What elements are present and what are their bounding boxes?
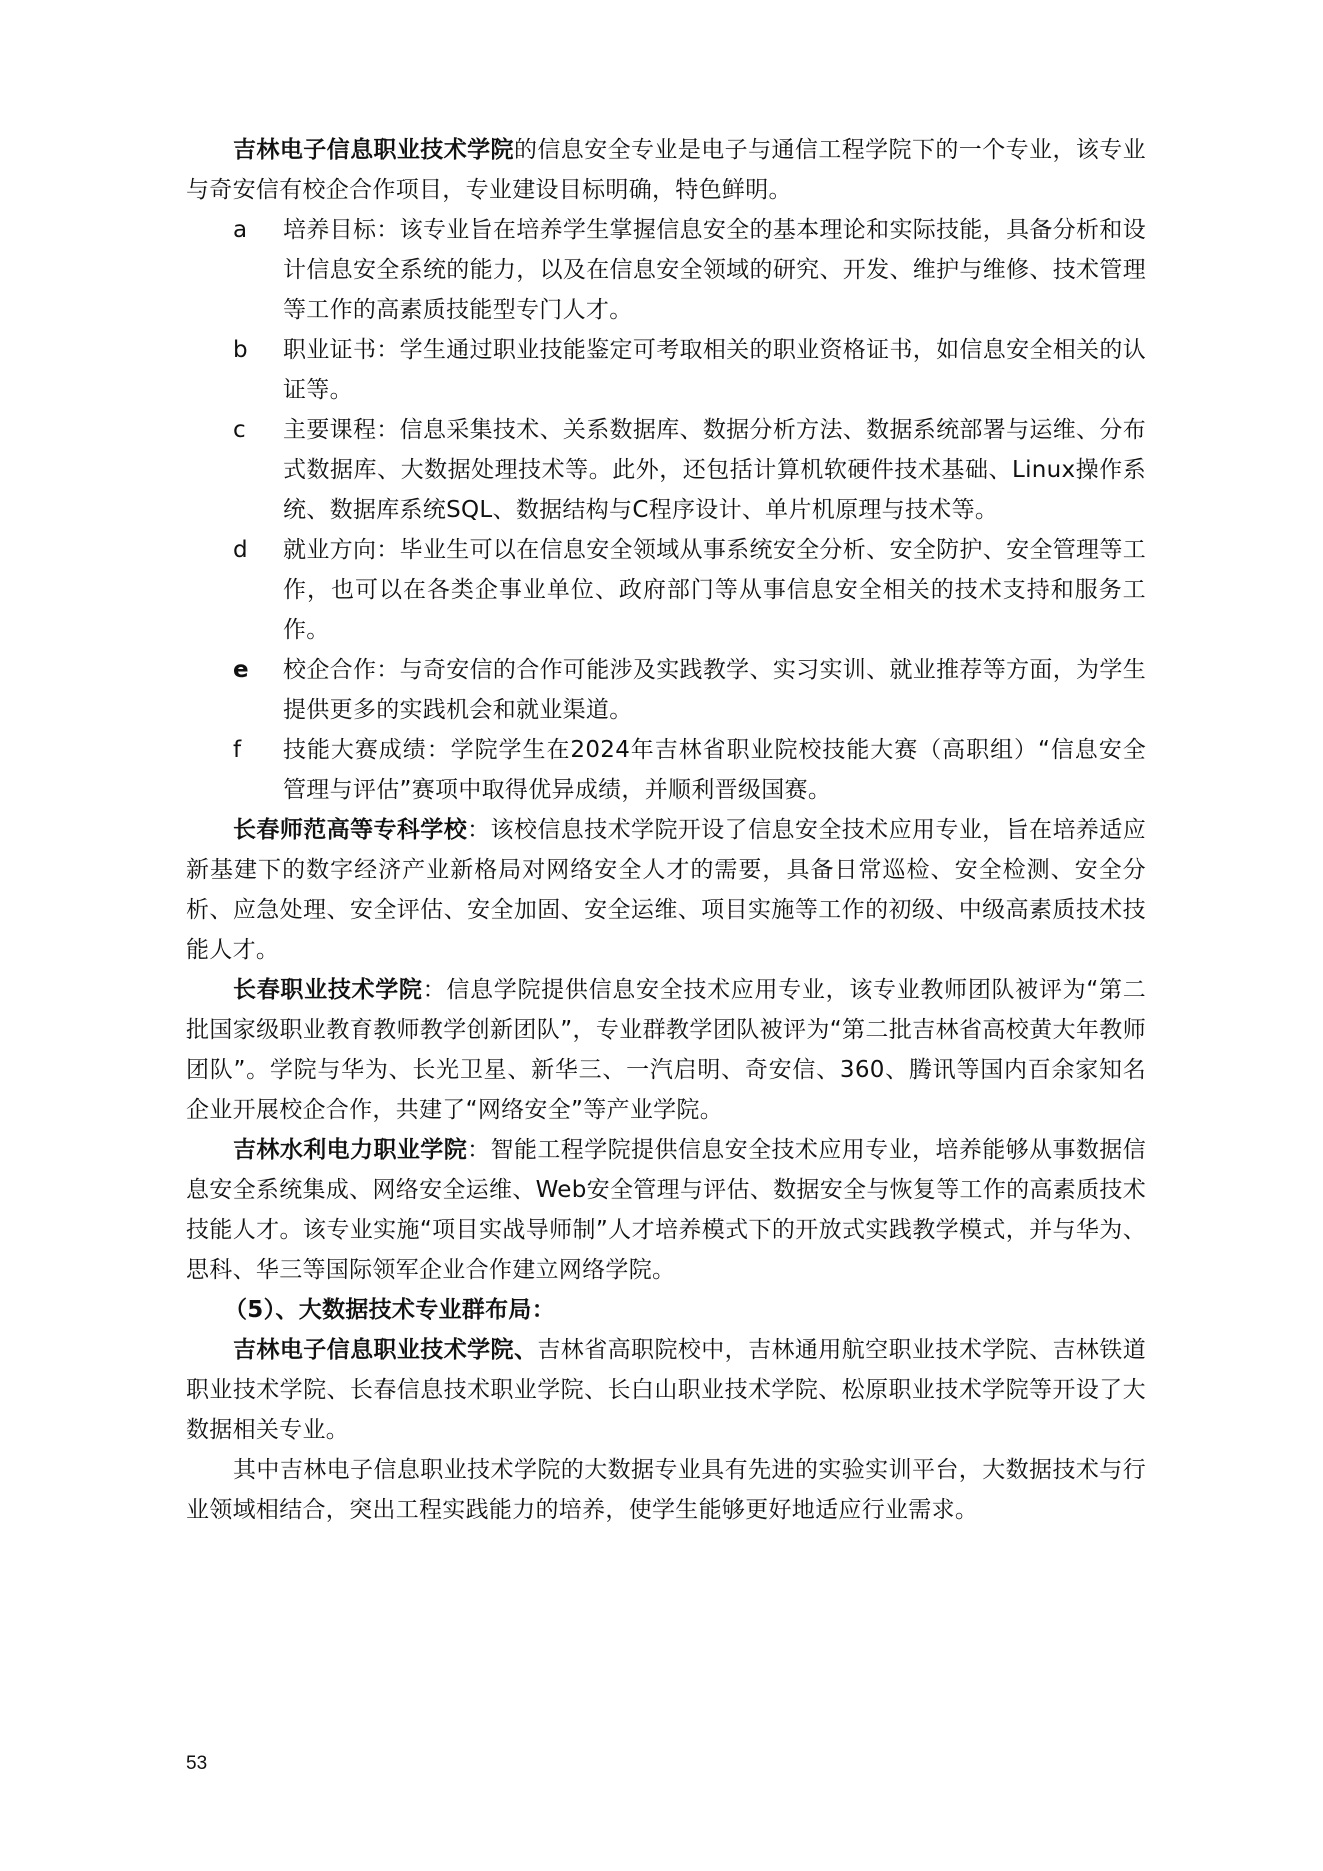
- list-item-text: 培养目标：该专业旨在培养学生掌握信息安全的基本理论和实际技能，具备分析和设计信息安全系统的能力，以及在信息安全领域的研究、开发、维护与维修、技术管理等工作的高素质技能型专门人才。: [283, 217, 1146, 323]
- school-paragraph: [186, 1130, 1146, 1290]
- section-heading: [186, 1290, 1146, 1330]
- list-item-text: 技能大赛成绩：学院学生在2024年吉林省职业院校技能大赛（高职组）“信息安全管理与评估”赛项中取得优异成绩，并顺利晋级国赛。: [283, 737, 1146, 803]
- list-item: [233, 410, 1146, 530]
- section-heading-text: （5）、大数据技术专业群布局：: [224, 1297, 556, 1323]
- list-item-text: 就业方向：毕业生可以在信息安全领域从事系统安全分析、安全防护、安全管理等工作，也可以在各类企事业单位、政府部门等从事信息安全相关的技术支持和服务工作。: [283, 537, 1146, 643]
- school-description: ：信息学院提供信息安全技术应用专业，该专业教师团队被评为“第二批国家级职业教育教师教学创新团队”，专业群教学团队被评为“第二批吉林省高校黄大年教师团队”。学院与华为、长光卫星、新华三、一汽启明、奇安信、360、腾讯等国内百余家知名企业开展校企合作，共建了“网络安全”等产业学院。: [186, 977, 1146, 1123]
- bigdata-org-name: 吉林电子信息职业技术学院、: [233, 1337, 538, 1363]
- school-description: ：智能工程学院提供信息安全技术应用专业，培养能够从事数据信息安全系统集成、网络安全运维、Web安全管理与评估、数据安全与恢复等工作的高素质技术技能人才。该专业实施“项目实战导师制”人才培养模式下的开放式实践教学模式，并与华为、思科、华三等国际领军企业合作建立网络学院。: [186, 1137, 1147, 1283]
- bigdata-paragraph: [186, 1330, 1146, 1450]
- school-name: 吉林水利电力职业学院: [233, 1137, 468, 1163]
- list-item-text: 校企合作：与奇安信的合作可能涉及实践教学、实习实训、就业推荐等方面，为学生提供更多的实践机会和就业渠道。: [283, 657, 1146, 723]
- list-item: [233, 210, 1146, 330]
- intro-paragraph: [186, 130, 1146, 210]
- list-marker: e: [233, 657, 249, 683]
- intro-text: 的信息安全专业是电子与通信工程学院下的一个专业，该专业与奇安信有校企合作项目，专业建设目标明确，特色鲜明。: [186, 137, 1146, 203]
- page-content: [186, 130, 1146, 1530]
- school-name: 长春职业技术学院: [233, 977, 423, 1003]
- list-marker: a: [233, 217, 248, 243]
- list-item: [233, 530, 1146, 650]
- intro-org-name: 吉林电子信息职业技术学院: [233, 137, 514, 163]
- list-marker: b: [233, 337, 248, 363]
- school-name: 长春师范高等专科学校: [233, 817, 468, 843]
- list-item-text: 职业证书：学生通过职业技能鉴定可考取相关的职业资格证书，如信息安全相关的认证等。: [283, 337, 1146, 403]
- list-item-text: 主要课程：信息采集技术、关系数据库、数据分析方法、数据系统部署与运维、分布式数据库、大数据处理技术等。此外，还包括计算机软硬件技术基础、Linux操作系统、数据库系统SQL、数据结构与C程序设计、单片机原理与技术等。: [283, 417, 1146, 523]
- school-description: ：该校信息技术学院开设了信息安全技术应用专业，旨在培养适应新基建下的数字经济产业新格局对网络安全人才的需要，具备日常巡检、安全检测、安全分析、应急处理、安全评估、安全加固、安全运维、项目实施等工作的初级、中级高素质技术技能人才。: [186, 817, 1147, 963]
- school-paragraph: [186, 810, 1146, 970]
- page-number: 53: [186, 1753, 208, 1774]
- list-item: [233, 730, 1146, 810]
- list-marker: d: [233, 537, 248, 563]
- bigdata-summary-paragraph: 其中吉林电子信息职业技术学院的大数据专业具有先进的实验实训平台，大数据技术与行业领域相结合，突出工程实践能力的培养，使学生能够更好地适应行业需求。: [186, 1457, 1146, 1523]
- list-marker: c: [233, 417, 246, 443]
- bigdata-text: 吉林省高职院校中，吉林通用航空职业技术学院、吉林铁道职业技术学院、长春信息技术职业学院、长白山职业技术学院、松原职业技术学院等开设了大数据相关专业。: [186, 1337, 1146, 1443]
- school-paragraph: [186, 970, 1146, 1130]
- program-details-list: [186, 210, 1146, 810]
- list-marker: f: [233, 737, 242, 763]
- list-item: [233, 650, 1146, 730]
- list-item: [233, 330, 1146, 410]
